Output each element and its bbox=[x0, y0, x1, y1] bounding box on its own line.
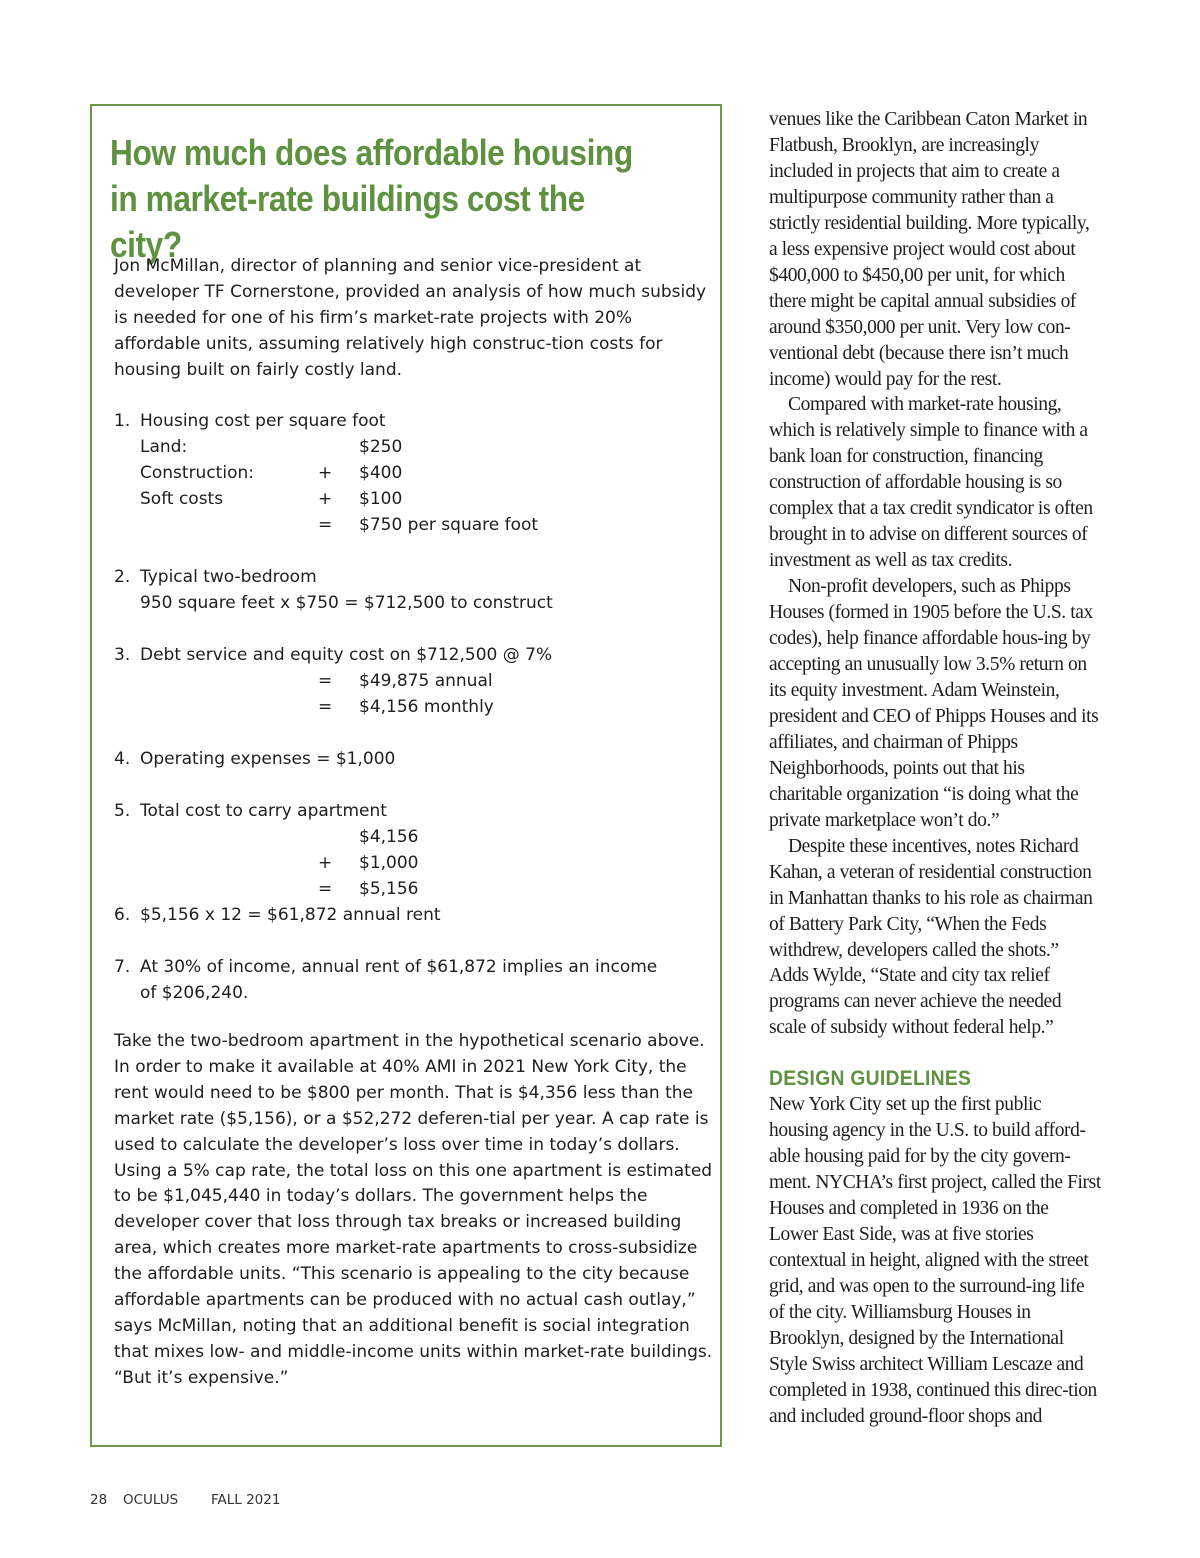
list-number: 4. bbox=[114, 749, 131, 769]
article-paragraph: New York City set up the first public housing agency in the U.S. to build afford-able housing paid for by the city govern-ment. NYCHA’s first project, called the First Houses and completed in 1936 on the Lower East Side, was at five stories contextual in height, aligned with the street grid, and was open to the surround-ing life of the city. Williamsburg Houses in Brooklyn, designed by the International Style Swiss architect William Lescaze and completed in 1938, continued this direc-tion and included ground-floor shops and bbox=[769, 1094, 1101, 1427]
article-paragraph: Non-profit developers, such as Phipps Houses (formed in 1905 before the U.S. tax codes), help finance affordable hous-ing by accepting an unusually low 3.5% return on its equity investment. Adam Weinstein, president and CEO of Phipps Houses and its affiliates, and chairman of Phipps Neighborhoods, points out that his charitable organization “is doing what the private marketplace won’t do.” bbox=[769, 576, 1099, 831]
list-number: 7. bbox=[114, 957, 131, 977]
cost-value-construction: $400 bbox=[359, 463, 403, 483]
operator: = bbox=[318, 697, 333, 717]
cost-annual: $49,875 annual bbox=[359, 671, 493, 691]
operator: + bbox=[318, 489, 333, 509]
list-number: 5. bbox=[114, 801, 131, 821]
cost-value: $4,156 bbox=[359, 827, 419, 847]
list-number: 6. bbox=[114, 905, 131, 925]
list-detail: 950 square feet x $750 = $712,500 to construct bbox=[140, 593, 553, 613]
article-paragraph: venues like the Caribbean Caton Market in Flatbush, Brooklyn, are increasingly included in projects that aim to create a multipurpose community rather than a strictly residential building. More typically, a less expensive project would cost about $400,000 to $450,00 per unit, for which there might be capital annual subsidies of around $350,000 per unit. Very low con-ventional debt (because there isn’t much income) would pay for the rest. bbox=[769, 109, 1090, 390]
list-heading: Debt service and equity cost on $712,500 @ 7% bbox=[140, 645, 553, 665]
list-number: 2. bbox=[114, 567, 131, 587]
list-number: 1. bbox=[114, 411, 131, 431]
list-text: Operating expenses = $1,000 bbox=[140, 749, 396, 769]
sidebar-intro: Jon McMillan, director of planning and senior vice-president at developer TF Cornerstone, provided an analysis of how much subsidy is needed for one of his firm’s market-rate projects with 20% affordable units, assuming relatively high construc-tion costs for housing built on fairly costly land. bbox=[114, 256, 707, 380]
cost-label-soft: Soft costs bbox=[140, 489, 224, 509]
cost-total: $750 per square foot bbox=[359, 515, 539, 535]
sidebar-title: How much does affordable housing in market-rate buildings cost the city? bbox=[110, 132, 633, 265]
magazine-name: OCULUS bbox=[123, 1492, 179, 1508]
list-text: $5,156 x 12 = $61,872 annual rent bbox=[140, 905, 441, 925]
list-text: At 30% of income, annual rent of $61,872 implies an income bbox=[140, 957, 658, 977]
operator: + bbox=[318, 853, 333, 873]
cost-label-land: Land: bbox=[140, 437, 188, 457]
list-heading: Housing cost per square foot bbox=[140, 411, 386, 431]
operator: = bbox=[318, 671, 333, 691]
list-heading: Total cost to carry apartment bbox=[140, 801, 387, 821]
cost-value-soft: $100 bbox=[359, 489, 403, 509]
list-number: 3. bbox=[114, 645, 131, 665]
cost-value-land: $250 bbox=[359, 437, 403, 457]
page-number: 28 bbox=[90, 1492, 108, 1508]
cost-monthly: $4,156 monthly bbox=[359, 697, 494, 717]
cost-value: $1,000 bbox=[359, 853, 419, 873]
list-heading: Typical two-bedroom bbox=[140, 567, 317, 587]
cost-label-construction: Construction: bbox=[140, 463, 254, 483]
list-text: of $206,240. bbox=[140, 983, 249, 1003]
article-column bbox=[769, 107, 1101, 1430]
sidebar-closing: Take the two-bedroom apartment in the hypothetical scenario above. In order to make it available at 40% AMI in 2021 New York City, the rent would need to be $800 per month. That is $4,356 less than the market rate ($5,156), or a $52,272 deferen-tial per year. A cap rate is used to calculate the developer’s loss over time in today’s dollars. Using a 5% cap rate, the total loss on this one apartment is estimated to be $1,045,440 in today’s dollars. The government helps the developer cover that loss through tax breaks or increased building area, which creates more market-rate apartments to cross-subsidize the affordable units. “This scenario is appealing to the city because affordable apartments can be produced with no actual cash outlay,” says McMillan, noting that an additional benefit is social integration that mixes low- and middle-income units within market-rate buildings. “But it’s expensive.” bbox=[114, 1031, 713, 1388]
operator: = bbox=[318, 515, 333, 535]
operator: = bbox=[318, 879, 333, 899]
article-paragraph: Despite these incentives, notes Richard Kahan, a veteran of residential construction in Manhattan thanks to his role as chairman of Battery Park City, “When the Feds withdrew, developers called the shots.” Adds Wylde, “State and city tax relief programs can never achieve the needed scale of subsidy without federal help.” bbox=[769, 835, 1093, 1039]
issue-label: FALL 2021 bbox=[211, 1492, 281, 1508]
cost-total: $5,156 bbox=[359, 879, 419, 899]
operator: + bbox=[318, 463, 333, 483]
section-heading: DESIGN GUIDELINES bbox=[769, 1067, 972, 1091]
article-paragraph: Compared with market-rate housing, which is relatively simple to finance with a bank loan for construction, financing construction of affordable housing is so complex that a tax credit syndicator is often brought in to advise on different sources of investment as well as tax credits. bbox=[769, 394, 1093, 572]
